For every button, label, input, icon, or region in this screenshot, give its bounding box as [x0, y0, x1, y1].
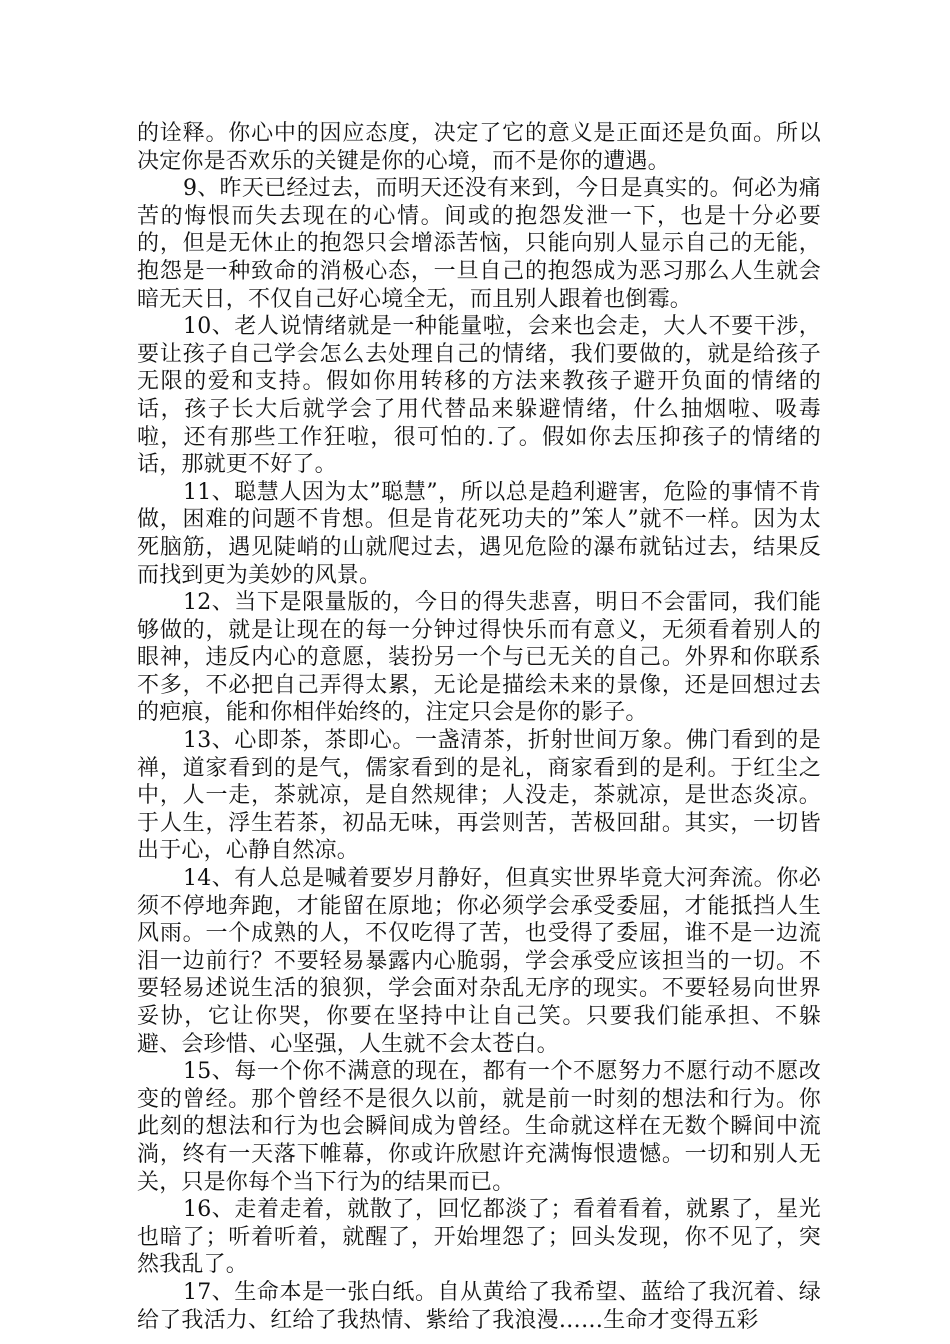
paragraph-item-9: 9、昨天已经过去，而明天还没有来到，今日是真实的。何必为痛苦的悔恨而失去现在的心情。间或的抱怨发泄一下，也是十分必要的，但是无休止的抱怨只会增添苦恼，只能向别人显示自己的无能，抱怨是一种致命的消极心态，一旦自己的抱怨成为恶习那么人生就会暗无天日，不仅自己好心境全无，而且别人跟着也倒霉。: [137, 176, 821, 312]
paragraph-continuation: 的诠释。你心中的因应态度，决定了它的意义是正面还是负面。所以决定你是否欢乐的关键是你的心境，而不是你的遭遇。: [137, 121, 821, 174]
paragraph-item-17: 17、生命本是一张白纸。自从黄给了我希望、蓝给了我沉着、绿给了我活力、红给了我热情、紫给了我浪漫……生命才变得五彩: [137, 1279, 821, 1333]
paragraph-item-13: 13、心即茶，茶即心。一盏清茶，折射世间万象。佛门看到的是禅，道家看到的是气，儒家看到的是礼，商家看到的是利。于红尘之中，人一走，茶就凉，是自然规律；人没走，茶就凉，是世态炎凉。于人生，浮生若茶，初品无味，再尝则苦，苦极回甜。其实，一切皆出于心，心静自然凉。: [137, 728, 821, 864]
paragraph-item-11: 11、聪慧人因为太”聪慧”，所以总是趋利避害，危险的事情不肯做，困难的问题不肯想。但是肯花死功夫的”笨人”就不一样。因为太死脑筋，遇见陡峭的山就爬过去，遇见危险的瀑布就钻过去，结果反而找到更为美妙的风景。: [137, 479, 821, 588]
paragraph-item-14: 14、有人总是喊着要岁月静好，但真实世界毕竟大河奔流。你必须不停地奔跑，才能留在原地；你必须学会承受委屈，才能抵挡人生风雨。一个成熟的人，不仅吃得了苦，也受得了委屈，谁不是一边流泪一边前行？不要轻易暴露内心脆弱，学会承受应该担当的一切。不要轻易述说生活的狼狈，学会面对杂乱无序的现实。不要轻易向世界妥协，它让你哭，你要在坚持中让自己笑。只要我们能承担、不躲避、会珍惜、心坚强，人生就不会太苍白。: [137, 866, 821, 1057]
paragraph-item-12: 12、当下是限量版的，今日的得失悲喜，明日不会雷同，我们能够做的，就是让现在的每一分钟过得快乐而有意义，无须看着别人的眼神，违反内心的意愿，装扮另一个与已无关的自己。外界和你联系不多，不必把自己弄得太累，无论是描绘未来的景像，还是回想过去的疤痕，能和你相伴始终的，注定只会是你的影子。: [137, 590, 821, 726]
paragraph-item-15: 15、每一个你不满意的现在，都有一个不愿努力不愿行动不愿改变的曾经。那个曾经不是很久以前，就是前一时刻的想法和行为。你此刻的想法和行为也会瞬间成为曾经。生命就这样在无数个瞬间中流淌，终有一天落下帷幕，你或许欣慰许充满悔恨遗憾。一切和别人无关，只是你每个当下行为的结果而已。: [137, 1059, 821, 1195]
paragraph-item-10: 10、老人说情绪就是一种能量啦，会来也会走，大人不要干涉，要让孩子自己学会怎么去处理自己的情绪，我们要做的，就是给孩子无限的爱和支持。假如你用转移的方法来教孩子避开负面的情绪的话，孩子长大后就学会了用代替品来躲避情绪，什么抽烟啦、吸毒啦，还有那些工作狂啦，很可怕的.了。假如你去压抑孩子的情绪的话，那就更不好了。: [137, 314, 821, 478]
paragraph-item-16: 16、走着走着，就散了，回忆都淡了；看着看着，就累了，星光也暗了；听着听着，就醒了，开始埋怨了；回头发现，你不见了，突然我乱了。: [137, 1197, 821, 1278]
document-body: [137, 120, 821, 1334]
